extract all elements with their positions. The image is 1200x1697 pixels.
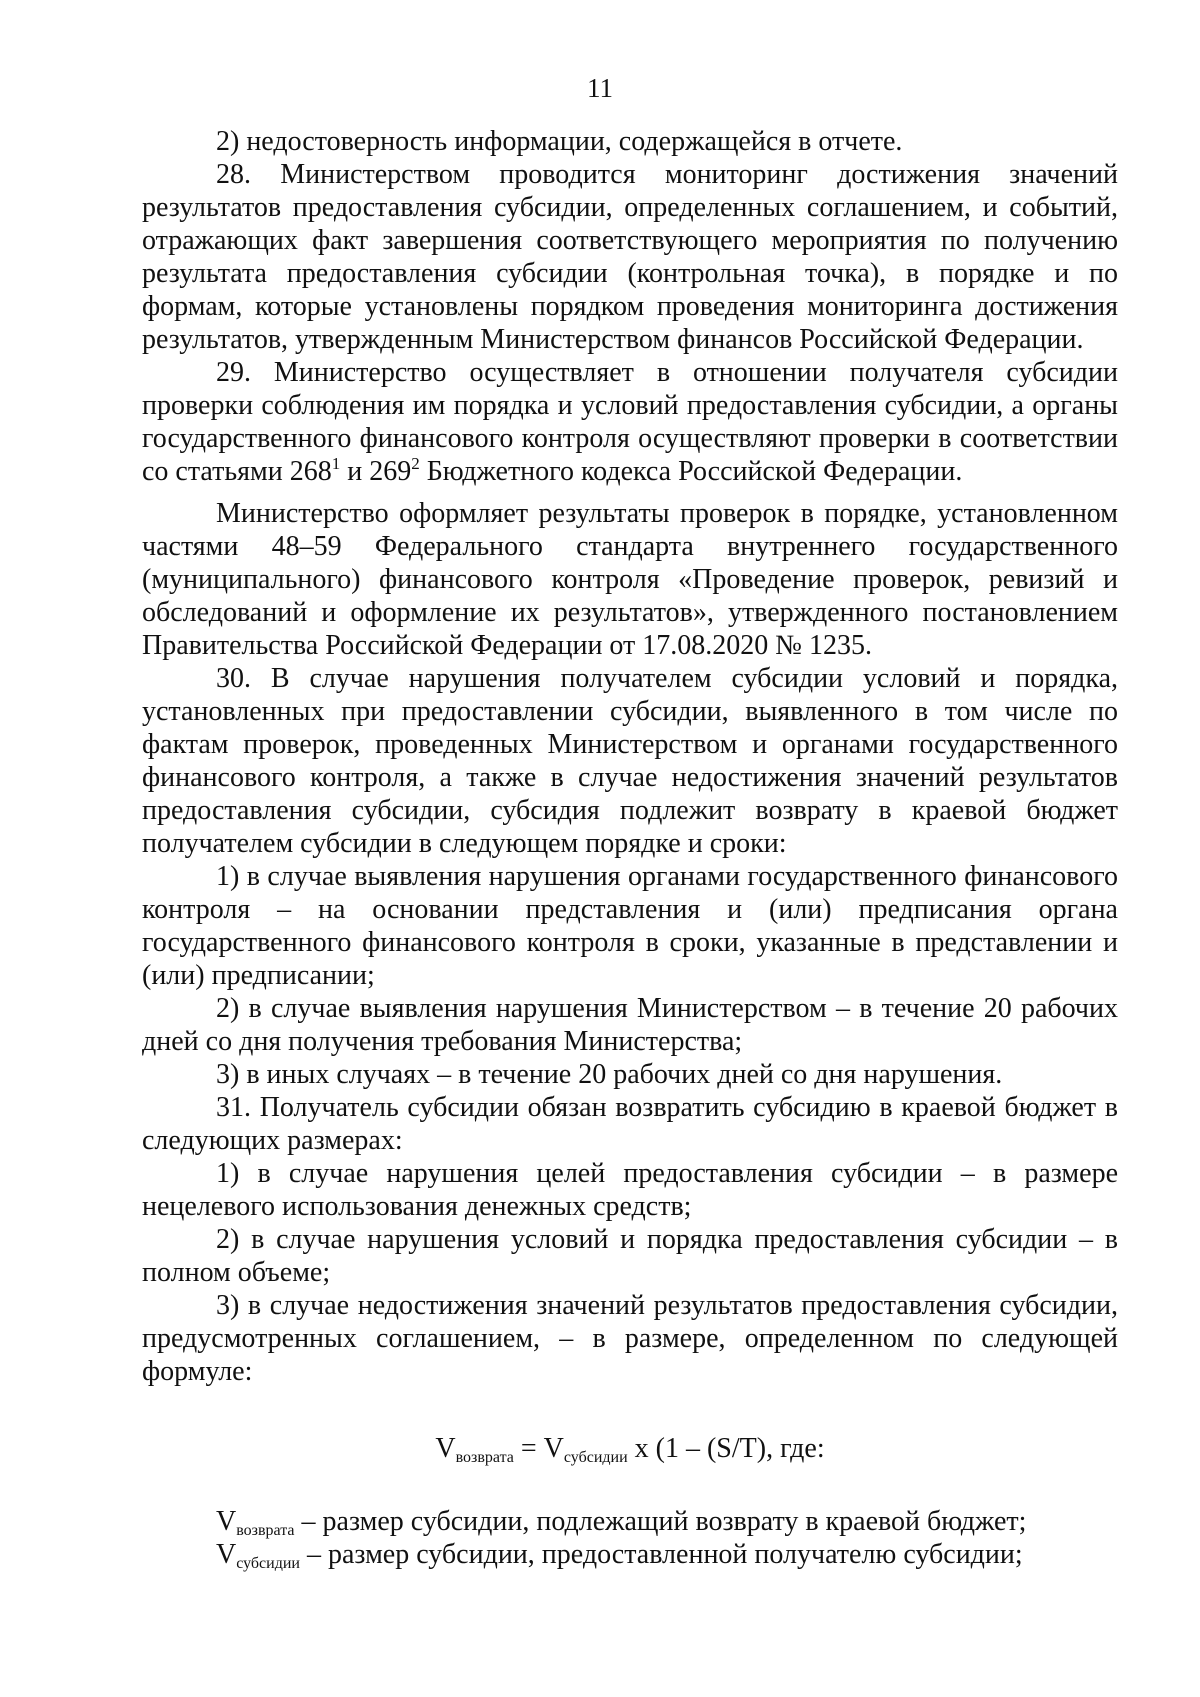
paragraph-clause-31-item-3: 3) в случае недостижения значений результатов предоставления субсидии, предусмотренных соглашением, – в размере, определенном по следующей формуле: (142, 1290, 1118, 1387)
paragraph-clause-30: 30. В случае нарушения получателем субсидии условий и порядка, установленных при предоставлении субсидии, выявленного в том числе по фактам проверок, проведенных Министерством и органами государственного финансового контроля, а также в случае недостижения значений результатов предоставления субсидии, субсидия подлежит возврату в краевой бюджет получателем субсидии в следующем порядке и сроки: (142, 663, 1118, 859)
page-number: 11 (587, 73, 613, 103)
clause-29-text-part2: и 269 (340, 456, 412, 487)
paragraph-clause-31-item-2: 2) в случае нарушения условий и порядка предоставления субсидии – в полном объеме; (142, 1224, 1118, 1288)
definition-text: – размер субсидии, предоставленной получателю субсидии; (299, 1539, 1023, 1570)
definition-symbol: V (216, 1506, 237, 1537)
clause-29-text-part1: 29. Министерство осуществляет в отношении получателя субсидии проверки соблюдения им порядка и условий предоставления субсидии, а органы государственного финансового контроля осуществляют проверки в соответствии со статьями 268 (142, 357, 1118, 487)
paragraph-clause-28: 28. Министерством проводится мониторинг достижения значений результатов предоставления субсидии, определенных соглашением, и событий, отражающих факт завершения соответствующего мероприятия по получению результата предоставления субсидии (контрольная точка), в порядке и по формам, которые установлены порядком проведения мониторинга достижения результатов, утвержденным Министерством финансов Российской Федерации. (142, 159, 1118, 355)
paragraph-clause-30-item-2: 2) в случае выявления нарушения Министерством – в течение 20 рабочих дней со дня получения требования Министерства; (142, 993, 1118, 1057)
paragraph-item-2-unreliability: 2) недостоверность информации, содержащейся в отчете. (216, 126, 903, 157)
definition-text: – размер субсидии, подлежащий возврату в краевой бюджет; (294, 1506, 1027, 1537)
paragraph-clause-29 (142, 356, 1118, 488)
paragraph-clause-30-item-3: 3) в иных случаях – в течение 20 рабочих дней со дня нарушения. (216, 1059, 1003, 1090)
superscript-2: 2 (411, 454, 420, 473)
paragraph-clause-31: 31. Получатель субсидии обязан возвратить субсидию в краевой бюджет в следующих размерах: (142, 1092, 1118, 1156)
definition-subscript: возврата (236, 1522, 295, 1539)
paragraph-clause-30-item-1: 1) в случае выявления нарушения органами государственного финансового контроля – на основании представления и (или) предписания органа государственного финансового контроля в сроки, указанные в представлении и (или) предписании; (142, 861, 1118, 991)
definition-subscript: субсидии (236, 1555, 300, 1572)
formula-equals: = (513, 1433, 544, 1464)
formula-v-refund: V (435, 1433, 456, 1464)
formula-v-subsidy: V (543, 1433, 564, 1464)
definition-v-subsidy (142, 1538, 1118, 1571)
formula-rest: x (1 – (S/T), где: (627, 1433, 825, 1464)
paragraph-inspection-results: Министерство оформляет результаты проверок в порядке, установленном частями 48–59 Федерального стандарта внутреннего государственного (муниципального) финансового контроля «Проведение проверок, ревизий и обследований и оформление их результатов», утвержденного постановлением Правительства Российской Федерации от 17.08.2020 № 1235. (142, 498, 1118, 661)
definition-symbol: V (216, 1539, 237, 1570)
superscript-1: 1 (331, 454, 341, 473)
document-body (142, 125, 1118, 1571)
definition-v-refund (142, 1505, 1118, 1538)
paragraph-clause-31-item-1: 1) в случае нарушения целей предоставления субсидии – в размере нецелевого использования денежных средств; (142, 1158, 1118, 1222)
clause-29-text-part3: Бюджетного кодекса Российской Федерации. (419, 456, 963, 487)
formula-v-subsidy-subscript: субсидии (563, 1449, 628, 1466)
formula-v-refund-subscript: возврата (455, 1449, 514, 1466)
refund-formula (142, 1432, 1118, 1465)
